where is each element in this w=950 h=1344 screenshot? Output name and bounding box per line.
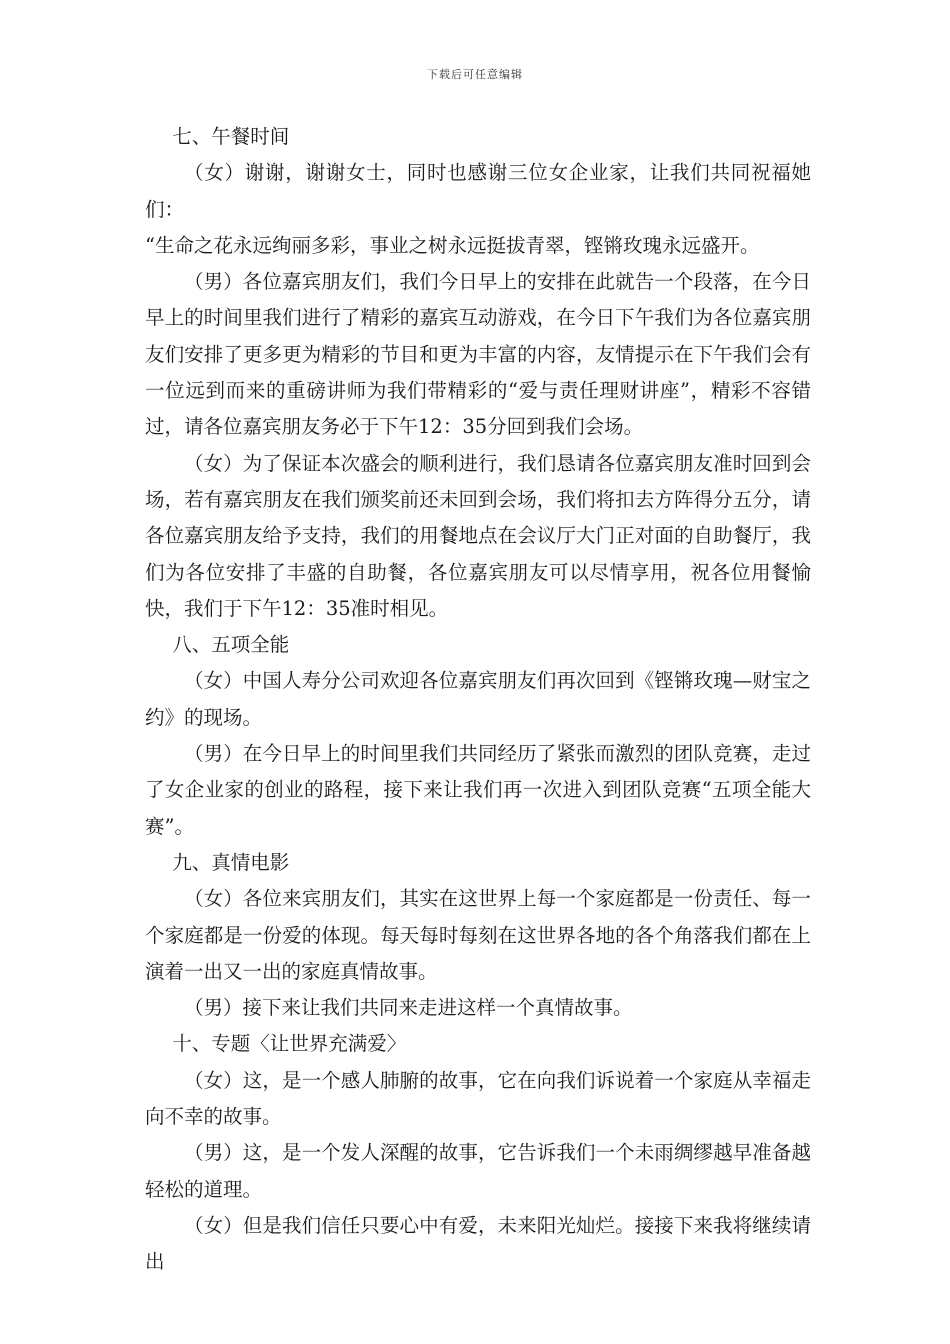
- section-heading-pentathlon: 八、五项全能: [172, 633, 290, 657]
- paragraph: （女）中国人寿分公司欢迎各位嘉宾朋友们再次回到《铿锵玫瑰—财宝之约》的现场。: [145, 669, 811, 729]
- paragraph: （女）各位来宾朋友们，其实在这世界上每一个家庭都是一份责任、每一个家庭都是一份爱的体现。每天每时每刻在这世界各地的各个角落我们都在上演着一出又一出的家庭真情故事。: [145, 887, 811, 983]
- paragraph: （男）这，是一个发人深醒的故事，它告诉我们一个未雨绸缪越早准备越轻松的道理。: [145, 1141, 811, 1201]
- paragraph: （女）谢谢，谢谢女士，同时也感谢三位女企业家，让我们共同祝福她们：: [145, 161, 811, 221]
- section-heading-lunch: 七、午餐时间: [172, 125, 290, 148]
- section-heading-movie: 九、真情电影: [172, 850, 290, 874]
- quote-paragraph: “生命之花永远绚丽多彩，事业之树永远挺拔青翠，铿锵玫瑰永远盛开。: [145, 233, 760, 257]
- paragraph: （女）这，是一个感人肺腑的故事，它在向我们诉说着一个家庭从幸福走向不幸的故事。: [145, 1068, 811, 1129]
- document-body: [145, 119, 811, 1281]
- page-header-watermark: 下载后可任意编辑: [427, 68, 523, 81]
- paragraph: （男）接下来让我们共同来走进这样一个真情故事。: [184, 996, 633, 1020]
- section-heading-topic: 十、专题〈让世界充满爱〉: [172, 1032, 407, 1056]
- paragraph: （女）为了保证本次盛会的顺利进行，我们恳请各位嘉宾朋友准时回到会场，若有嘉宾朋友在我们颁奖前还未回到会场，我们将扣去方阵得分五分，请各位嘉宾朋友给予支持，我们的用餐地点在会议厅大门正对面的自助餐厅，我们为各位安排了丰盛的自助餐，各位嘉宾朋友可以尽情享用，祝各位用餐愉快，我们于下午12：35准时相见。: [145, 451, 811, 620]
- paragraph: （男）在今日早上的时间里我们共同经历了紧张而激烈的团队竞赛，走过了女企业家的创业的路程，接下来让我们再一次进入到团队竞赛“五项全能大赛”。: [145, 742, 811, 838]
- paragraph: （男）各位嘉宾朋友们，我们今日早上的安排在此就告一个段落，在今日早上的时间里我们进行了精彩的嘉宾互动游戏，在今日下午我们为各位嘉宾朋友们安排了更多更为精彩的节目和更为丰富的内容，友情提示在下午我们会有一位远到而来的重磅讲师为我们带精彩的“爱与责任理财讲座”，精彩不容错过，请各位嘉宾朋友务必于下午12：35分回到我们会场。: [145, 270, 811, 439]
- paragraph: （女）但是我们信任只要心中有爱，未来阳光灿烂。接接下来我将继续请出: [145, 1213, 811, 1274]
